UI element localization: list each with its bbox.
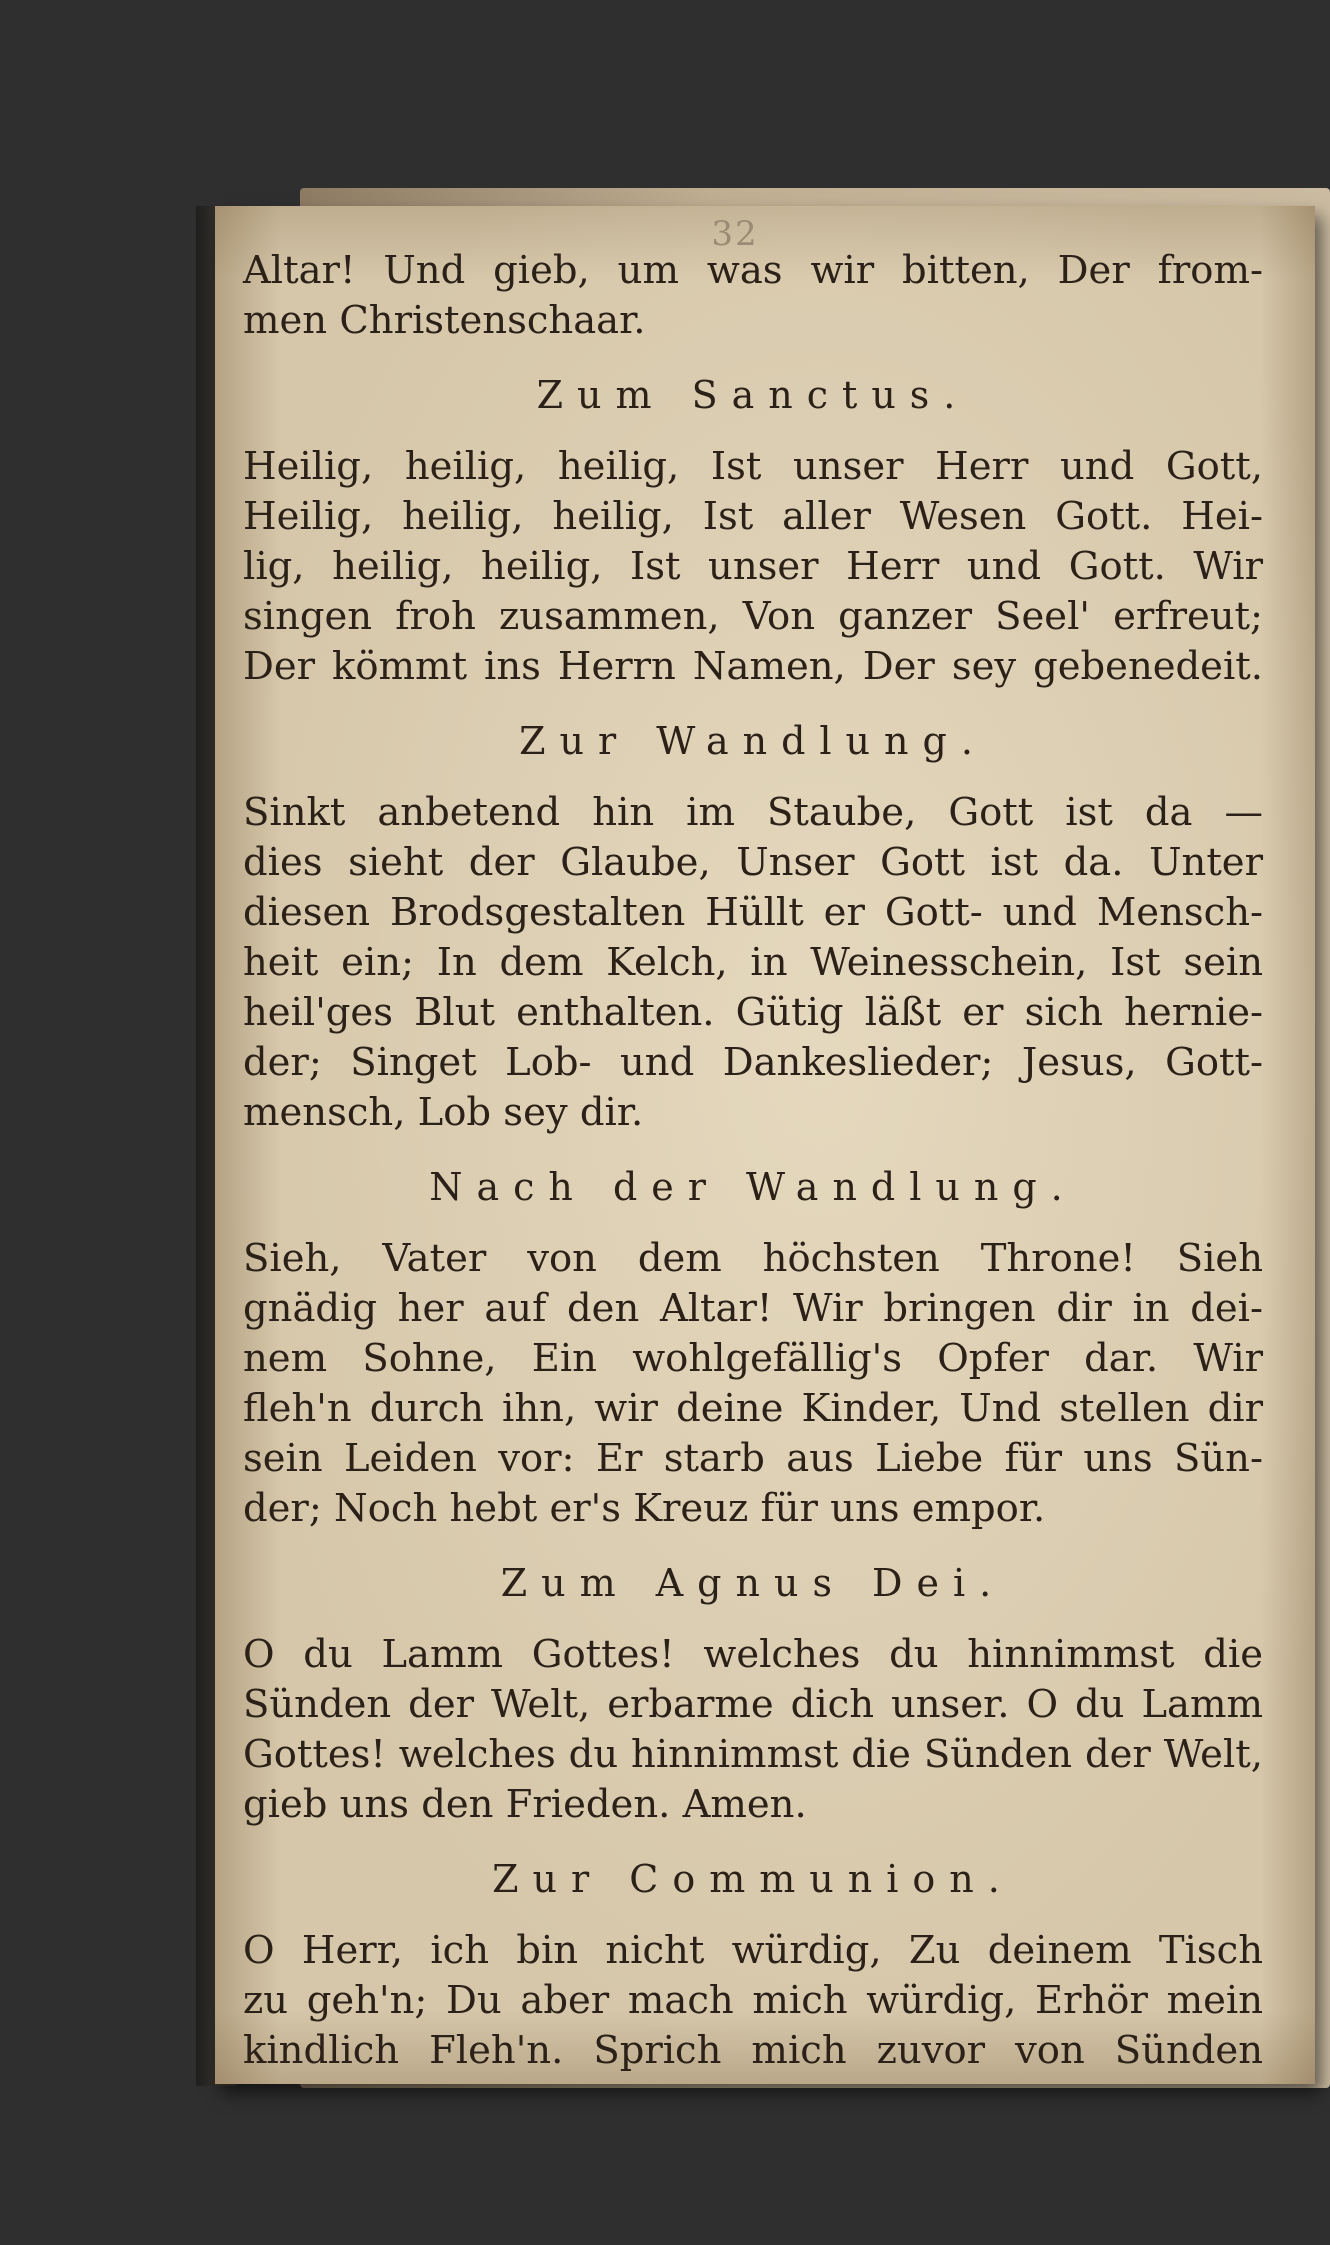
text-block — [243, 246, 1263, 2076]
text-line: der; Noch hebt er's Kreuz für uns empor. — [243, 1486, 1046, 1531]
text-line: gnädig her auf den Altar! Wir bringen dir in dei- — [243, 1286, 1263, 1331]
text-line: sein Leiden vor: Er starb aus Liebe für uns Sün- — [243, 1436, 1263, 1481]
text-line: singen froh zusammen, Von ganzer Seel' erfreut; — [243, 594, 1263, 639]
text-line: heit ein; In dem Kelch, in Weinesschein, Ist sein — [243, 940, 1263, 985]
section-heading-sanctus: Zum Sanctus. — [536, 373, 970, 417]
page-number: 32 — [711, 214, 759, 254]
text-line: Sieh, Vater von dem höchsten Throne! Sieh — [243, 1236, 1263, 1281]
text-line: O du Lamm Gottes! welches du hinnimmst die — [243, 1632, 1263, 1677]
text-line: mensch, Lob sey dir. — [243, 1090, 644, 1135]
text-line: Der kömmt ins Herrn Namen, Der sey gebenedeit. — [243, 644, 1263, 689]
text-line: Heilig, heilig, heilig, Ist unser Herr und Gott, — [243, 444, 1263, 489]
text-line: Gottes! welches du hinnimmst die Sünden der Welt, — [243, 1732, 1263, 1777]
text-line: gieb uns den Frieden. Amen. — [243, 1782, 807, 1827]
text-line: Altar! Und gieb, um was wir bitten, Der from- — [243, 248, 1263, 293]
text-line: lig, heilig, heilig, Ist unser Herr und Gott. Wir — [243, 544, 1263, 589]
text-line: Heilig, heilig, heilig, Ist aller Wesen Gott. Hei- — [243, 494, 1263, 539]
text-line: Sinkt anbetend hin im Staube, Gott ist da — — [243, 790, 1263, 835]
section-heading-wandlung: Zur Wandlung. — [519, 719, 987, 763]
text-line: diesen Brodsgestalten Hüllt er Gott- und Mensch- — [243, 890, 1263, 935]
text-line: heil'ges Blut enthalten. Gütig läßt er sich hernie- — [243, 990, 1263, 1035]
section-heading-nach-der-wandlung: Nach der Wandlung. — [429, 1165, 1077, 1209]
text-line: kindlich Fleh'n. Sprich mich zuvor von Sünden — [243, 2028, 1263, 2073]
text-line: dies sieht der Glaube, Unser Gott ist da. Unter — [243, 840, 1263, 885]
book-page — [215, 206, 1315, 2084]
text-line: O Herr, ich bin nicht würdig, Zu deinem Tisch — [243, 1928, 1263, 1973]
section-heading-agnus-dei: Zum Agnus Dei. — [500, 1561, 1006, 1605]
text-line: fleh'n durch ihn, wir deine Kinder, Und stellen dir — [243, 1386, 1263, 1431]
section-heading-communion: Zur Communion. — [492, 1857, 1014, 1901]
text-line: men Christenschaar. — [243, 298, 646, 343]
text-line: nem Sohne, Ein wohlgefällig's Opfer dar. Wir — [243, 1336, 1263, 1381]
text-line: der; Singet Lob- und Dankeslieder; Jesus, Gott- — [243, 1040, 1263, 1085]
text-line: Sünden der Welt, erbarme dich unser. O du Lamm — [243, 1682, 1263, 1727]
text-line: zu geh'n; Du aber mach mich würdig, Erhör mein — [243, 1978, 1263, 2023]
